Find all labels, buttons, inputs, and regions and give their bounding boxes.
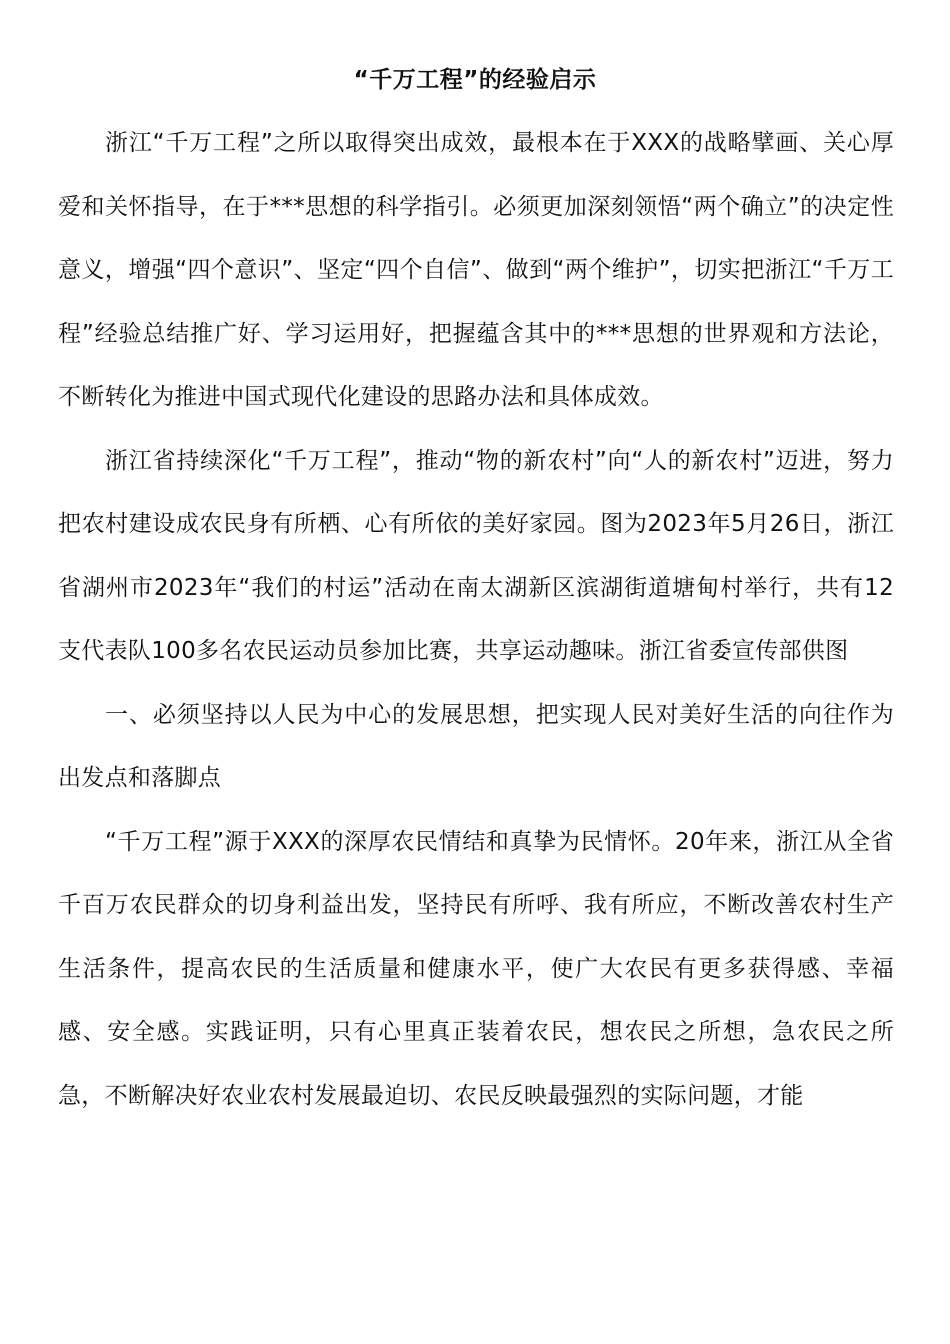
paragraph-farmer-sentiment: “千万工程”源于XXX的深厚农民情结和真挚为民情怀。20年来，浙江从全省千百万农民群众的切身利益出发，坚持民有所呼、我有所应，不断改善农村生产生活条件，提高农民的生活质量和健康水平，使广大农民有更多获得感、幸福感、安全感。实践证明，只有心里真正装着农民，想农民之所想，急农民之所急，不断解决好农业农村发展最迫切、农民反映最强烈的实际问题，才能 <box>58 828 894 1109</box>
paragraph-photo-caption: 浙江省持续深化“千万工程”，推动“物的新农村”向“人的新农村”迈进，努力把农村建设成农民身有所栖、心有所依的美好家园。图为2023年5月26日，浙江省湖州市2023年“我们的村运”活动在南太湖新区滨湖街道塘甸村举行，共有12支代表队100多名农民运动员参加比赛，共享运动趣味。浙江省委宣传部供图 <box>58 447 894 664</box>
paragraph-strategic-guidance: 浙江“千万工程”之所以取得突出成效，最根本在于XXX的战略擘画、关心厚爱和关怀指导，在于***思想的科学指引。必须更加深刻领悟“两个确立”的决定性意义，增强“四个意识”、坚定“四个自信”、做到“两个维护”，切实把浙江“千万工程”经验总结推广好、学习运用好，把握蕴含其中的***思想的世界观和方法论，不断转化为推进中国式现代化建设的思路办法和具体成效。 <box>58 130 894 410</box>
document-body <box>58 112 894 1128</box>
section-heading-people-centered: 一、必须坚持以人民为中心的发展思想，把实现人民对美好生活的向往作为出发点和落脚点 <box>58 701 894 791</box>
document-title: “千万工程”的经验启示 <box>353 67 597 93</box>
